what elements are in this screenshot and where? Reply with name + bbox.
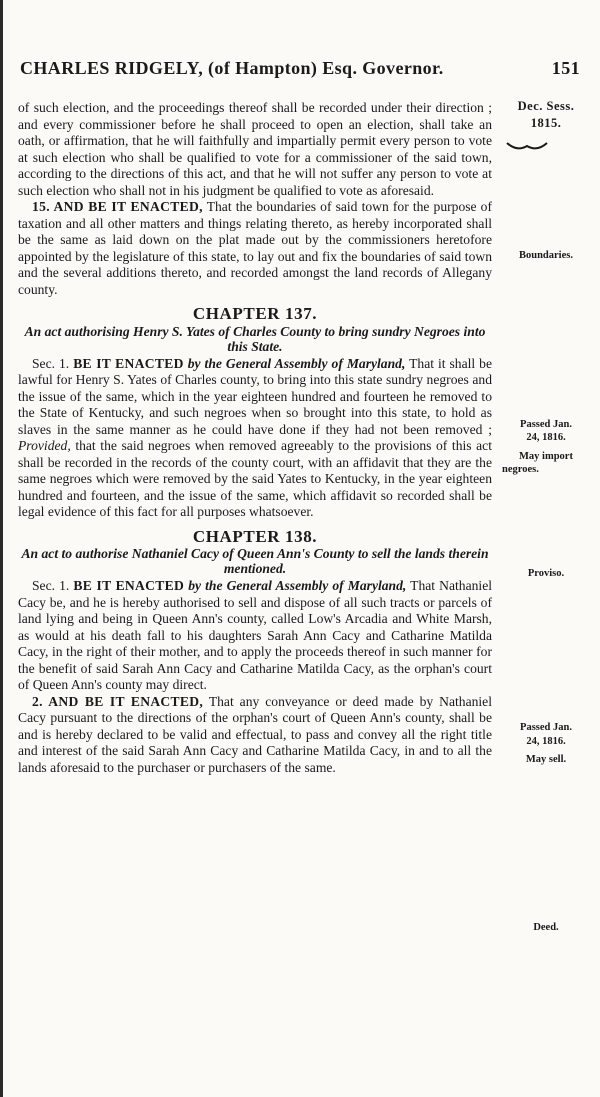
margin-may-import-line1: May import	[519, 451, 573, 462]
running-head	[20, 58, 580, 79]
main-text	[18, 100, 492, 776]
chapter-138-section-2	[18, 694, 492, 777]
chapter-138-title: An act to authorise Nathaniel Cacy of Queen Ann's County to sell the lands therein mentioned.	[21, 546, 489, 576]
page-number: 151	[551, 58, 580, 78]
ch138-sec1-text: That Nathaniel Cacy be, and he is hereby authorised to sell and dispose of all such tracts or parcels of land lying and being in Queen Ann's county, called Low's Arcadia and White Marsh, as would at his death fall to his daughters Sarah Ann Cacy and Catharine Matilda Cacy, in the right of their mother, and to apply the proceeds thereof in such manner for the benefit of said Sarah Ann Cacy and Catharine Matilda Cacy, as the orphan's court of Queen Ann's county may direct.	[18, 578, 492, 692]
ch138-sec1-number: Sec. 1.	[32, 578, 70, 593]
chapter-137-title: An act authorising Henry S. Yates of Charles County to bring sundry Negroes into this State.	[24, 323, 486, 354]
chapter-138-section-1	[18, 578, 492, 694]
section-15-label: 15. AND BE IT ENACTED,	[32, 199, 203, 214]
section-15-text: That the boundaries of said town for the purpose of taxation and all other matters and things relating thereto, as hereby incorporated shall be the same as laid down on the plat made out by the commissioners heretofore appointed by the legislature of this state, to lay out and fix the boundaries of said town and the several additions thereto, and recorded amongst the land records of Allegany county.	[18, 199, 493, 297]
margin-session: Dec. Sess.	[517, 99, 575, 113]
continued-paragraph: of such election, and the proceedings thereof shall be recorded under their direction ; and every commissioner before he shall proceed to open an election, shall take an oath, or affirmation, that he will faithfully and impartially permit every person to vote at such election who shall be qualified to vote for a commissioner of the said town, according to the directions of this act, and that he will not suffer any person to vote at such election who shall not in his judgment be qualified to vote as aforesaid.	[18, 100, 492, 198]
margin-passed-137-line2: 24, 1816.	[526, 432, 566, 443]
ch137-sec1-enact: BE IT ENACTED	[73, 355, 184, 371]
running-title: CHARLES RIDGELY, (of Hampton) Esq. Governor.	[20, 58, 444, 78]
margin-may-sell: May sell.	[525, 754, 567, 765]
section-15	[18, 199, 492, 298]
ch137-sec1-by: by the General Assembly of Maryland,	[187, 355, 406, 371]
margin-deed: Deed.	[533, 922, 559, 933]
ch137-provided: Provided,	[18, 438, 71, 453]
ch138-sec2-text: That any conveyance or deed made by Nathaniel Cacy pursuant to the directions of the orphan's court of Queen Ann's county, shall be and is hereby declared to be valid and effectual, to pass and convey all the right title and interest of the said Sarah Ann Cacy and Catharine Matilda Cacy, in and to all the lands aforesaid to the purchaser or purchasers of the same.	[18, 693, 492, 775]
chapter-137-section-1	[18, 356, 492, 521]
margin-passed-138-line2: 24, 1816.	[526, 736, 566, 747]
margin-may-import-line2: negroes.	[502, 464, 539, 475]
margin-passed-138-line1: Passed Jan.	[520, 722, 572, 733]
scan-edge-shadow	[0, 0, 3, 1097]
chapter-137-heading: CHAPTER 137.	[192, 304, 318, 323]
ch138-sec2-label: 2. AND BE IT ENACTED,	[32, 693, 204, 709]
ch138-sec1-by: by the General Assembly of Maryland,	[188, 578, 407, 593]
ch137-sec1-number: Sec. 1.	[32, 355, 70, 371]
ch138-sec1-enact: BE IT ENACTED	[73, 578, 185, 593]
brace-ornament-icon	[505, 140, 549, 154]
ch137-sec1-text2: that the said negroes when removed agreeably to the provisions of this act shall be recorded in the records of the county court, with an affidavit that they are the same negroes which were removed by the said Yates to Kentucky, in the year eighteen hundred and fourteen, and the issue of the same, which affidavit so recorded shall be legal evidence of this fact for all purposes whatsoever.	[18, 438, 492, 519]
margin-passed-137-line1: Passed Jan.	[520, 419, 572, 430]
chapter-138-heading: CHAPTER 138.	[192, 526, 318, 546]
margin-boundaries: Boundaries.	[519, 250, 573, 261]
margin-year: 1815.	[530, 116, 562, 130]
ch137-sec1-text1: That it shall be lawful for Henry S. Yates of Charles county, to bring into this state sundry negroes and the issue of the same, which in the year eighteen hundred and fourteen he removed to the State of Kentucky, and such negroes when so brought into this state, to hold as slaves in the same manner as he could have done if they had not been removed ;	[18, 355, 492, 437]
margin-proviso: Proviso.	[527, 568, 565, 579]
